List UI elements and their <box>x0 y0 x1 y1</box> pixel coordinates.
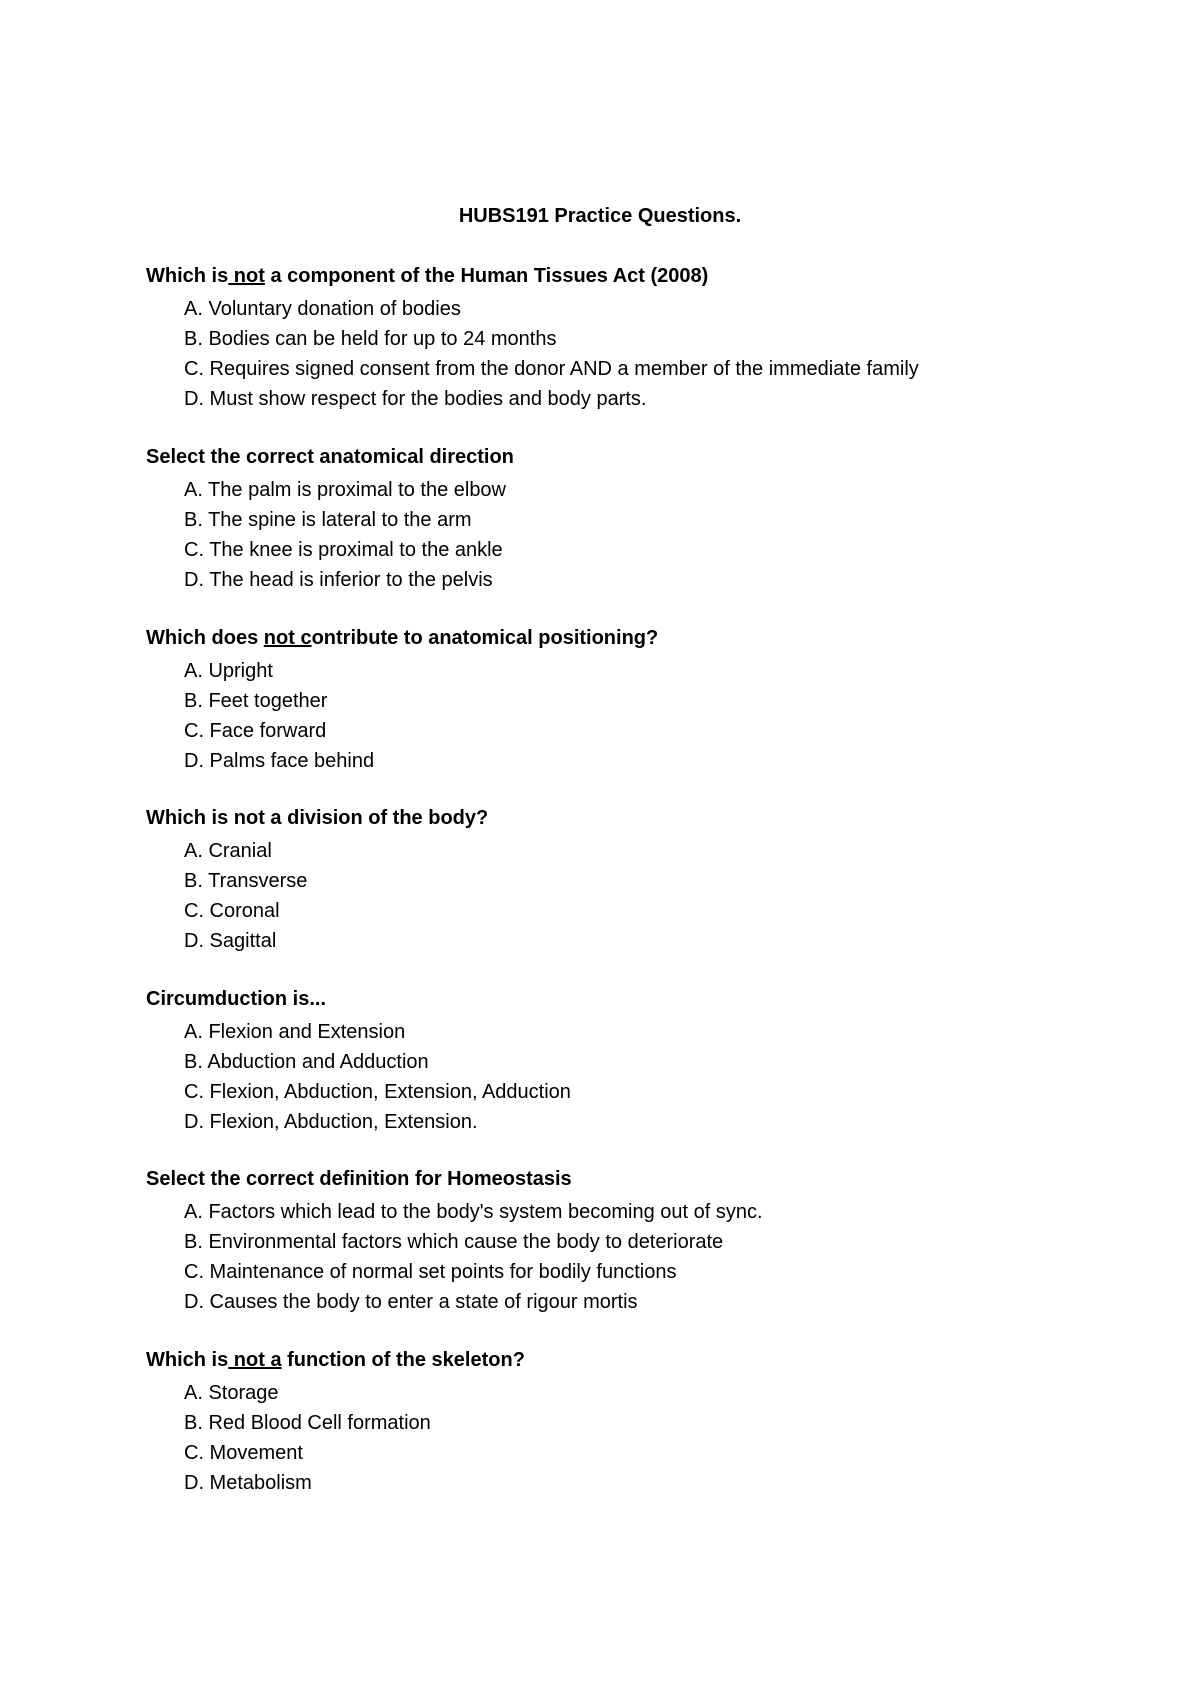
answer-option-d: D. Causes the body to enter a state of rigour mortis <box>184 1291 638 1313</box>
answer-option-b: B. Transverse <box>184 870 308 892</box>
answer-option-c: C. Movement <box>184 1442 303 1464</box>
stem-text: Which is not a division of the body? <box>146 807 489 829</box>
answer-option-a: A. The palm is proximal to the elbow <box>184 479 507 501</box>
answer-option-b: B. Abduction and Adduction <box>184 1051 429 1073</box>
answer-option-b: B. Feet together <box>184 690 328 712</box>
question-stem <box>146 445 1146 469</box>
question-stem <box>146 1348 1146 1372</box>
stem-emphasis: not c <box>263 627 312 649</box>
answer-option-b: B. Environmental factors which cause the body to deteriorate <box>184 1231 724 1253</box>
answer-option-d: D. Sagittal <box>184 930 277 952</box>
answer-option-a: A. Factors which lead to the body's system becoming out of sync. <box>184 1201 763 1223</box>
question-4 <box>146 806 1146 956</box>
answer-option-c: C. The knee is proximal to the ankle <box>184 539 503 561</box>
question-stem <box>146 987 1146 1011</box>
question-stem <box>146 806 1146 830</box>
answer-options <box>146 1017 1146 1137</box>
answer-option-b: B. Red Blood Cell formation <box>184 1412 431 1434</box>
answer-options <box>146 836 1146 956</box>
question-1 <box>146 264 1146 414</box>
answer-option-a: A. Upright <box>184 660 273 682</box>
question-6 <box>146 1167 1146 1317</box>
answer-option-b: B. The spine is lateral to the arm <box>184 509 472 531</box>
answer-option-c: C. Coronal <box>184 900 280 922</box>
question-2 <box>146 445 1146 595</box>
question-stem <box>146 1167 1146 1191</box>
question-stem <box>146 264 1146 288</box>
question-stem <box>146 626 1146 650</box>
stem-text: Select the correct definition for Homeostasis <box>146 1168 572 1190</box>
answer-option-c: C. Maintenance of normal set points for bodily functions <box>184 1261 677 1283</box>
stem-emphasis: not <box>228 265 265 287</box>
answer-option-d: D. Flexion, Abduction, Extension. <box>184 1111 478 1133</box>
answer-options <box>146 1378 1146 1498</box>
answer-option-c: C. Face forward <box>184 720 327 742</box>
answer-option-a: A. Voluntary donation of bodies <box>184 298 461 320</box>
answer-option-d: D. The head is inferior to the pelvis <box>184 569 493 591</box>
answer-option-a: A. Storage <box>184 1382 279 1404</box>
page-title: HUBS191 Practice Questions. <box>458 205 742 227</box>
stem-emphasis: not a <box>228 1349 282 1371</box>
answer-options <box>146 294 1146 414</box>
answer-option-d: D. Metabolism <box>184 1472 312 1494</box>
stem-text: function of the skeleton? <box>281 1349 525 1371</box>
answer-option-d: D. Must show respect for the bodies and body parts. <box>184 388 647 410</box>
answer-option-c: C. Requires signed consent from the donor AND a member of the immediate family <box>184 358 919 380</box>
stem-text: ontribute to anatomical positioning? <box>311 627 659 649</box>
stem-text: Circumduction is... <box>146 988 327 1010</box>
answer-options <box>146 1197 1146 1317</box>
answer-options <box>146 475 1146 595</box>
answer-option-a: A. Flexion and Extension <box>184 1021 406 1043</box>
answer-options <box>146 656 1146 776</box>
question-7 <box>146 1348 1146 1498</box>
question-3 <box>146 626 1146 776</box>
answer-option-d: D. Palms face behind <box>184 750 375 772</box>
answer-option-a: A. Cranial <box>184 840 272 862</box>
stem-text: Which is <box>146 1349 229 1371</box>
stem-text: a component of the Human Tissues Act (2008) <box>264 265 709 287</box>
stem-text: Which is <box>146 265 229 287</box>
answer-option-c: C. Flexion, Abduction, Extension, Adduction <box>184 1081 571 1103</box>
question-5 <box>146 987 1146 1137</box>
stem-text: Select the correct anatomical direction <box>146 446 514 468</box>
answer-option-b: B. Bodies can be held for up to 24 months <box>184 328 557 350</box>
stem-text: Which does <box>146 627 264 649</box>
